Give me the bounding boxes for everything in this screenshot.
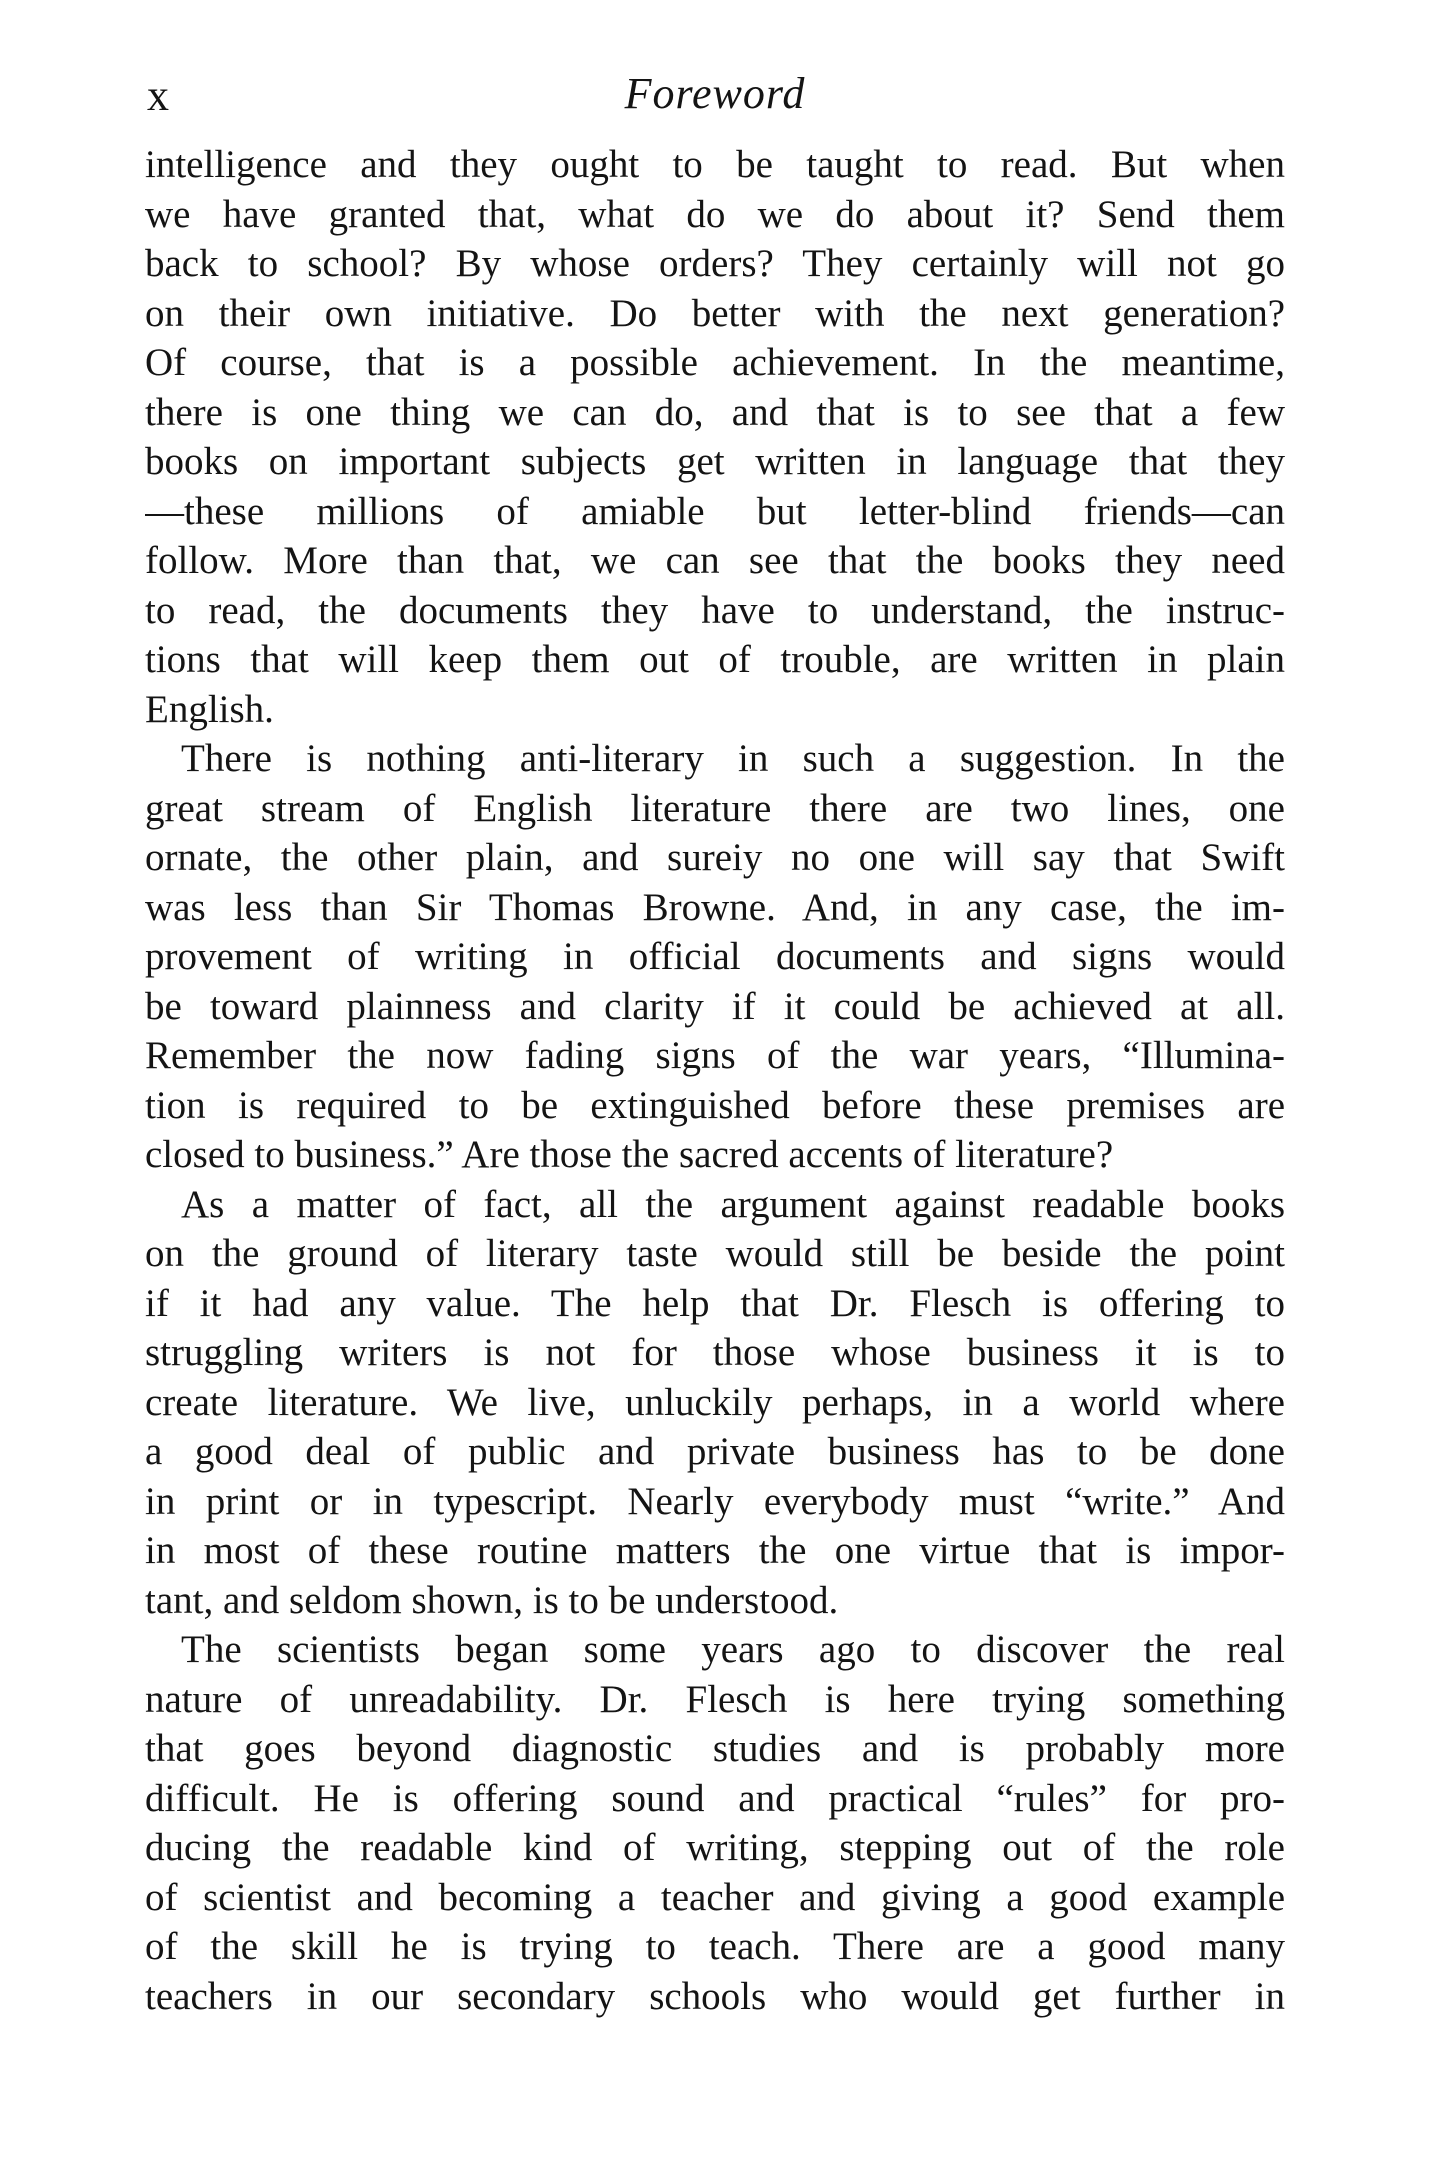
text-line: was less than Sir Thomas Browne. And, in any case, the im-	[145, 885, 1285, 929]
text-line: in most of these routine matters the one virtue that is impor-	[145, 1529, 1285, 1572]
text-line: on the ground of literary taste would still be beside the point	[145, 1232, 1285, 1275]
text-line: great stream of English literature there are two lines, one	[145, 786, 1285, 830]
paragraph	[145, 140, 1285, 734]
text-line: ducing the readable kind of writing, stepping out of the role	[145, 1826, 1285, 1869]
text-line: The scientists began some years ago to discover the real	[181, 1628, 1285, 1671]
paragraph	[145, 1625, 1285, 2021]
text-line: of scientist and becoming a teacher and giving a good example	[145, 1875, 1285, 1919]
paragraph	[145, 1180, 1285, 1626]
text-line: As a matter of fact, all the argument against readable books	[181, 1182, 1285, 1226]
text-line: to read, the documents they have to understand, the instruc-	[145, 588, 1285, 632]
text-line: there is one thing we can do, and that is to see that a few	[145, 390, 1285, 434]
text-line: be toward plainness and clarity if it could be achieved at all.	[145, 984, 1285, 1028]
text-line: difficult. He is offering sound and practical “rules” for pro-	[145, 1776, 1285, 1820]
paragraph	[145, 734, 1285, 1180]
text-line: provement of writing in official documents and signs would	[145, 935, 1285, 978]
page-number: x	[147, 71, 169, 120]
text-line: if it had any value. The help that Dr. Flesch is offering to	[145, 1281, 1285, 1325]
text-line: —these millions of amiable but letter-blind friends—can	[145, 489, 1285, 533]
text-line: English.	[145, 687, 274, 731]
text-line: teachers in our secondary schools who would get further in	[145, 1974, 1285, 2018]
text-line: in print or in typescript. Nearly everybody must “write.” And	[145, 1479, 1285, 1523]
text-line: nature of unreadability. Dr. Flesch is here trying something	[145, 1677, 1285, 1721]
text-line: a good deal of public and private business has to be done	[145, 1430, 1285, 1473]
text-line: books on important subjects get written in language that they	[145, 440, 1285, 483]
text-line: tant, and seldom shown, is to be understood.	[145, 1578, 839, 1622]
running-head	[145, 70, 1285, 130]
text-line: back to school? By whose orders? They certainly will not go	[145, 242, 1285, 285]
book-page	[145, 70, 1285, 2021]
text-line: we have granted that, what do we do about it? Send them	[145, 192, 1285, 236]
running-head-title: Foreword	[624, 69, 806, 118]
text-line: Of course, that is a possible achievement. In the meantime,	[145, 341, 1285, 384]
text-line: follow. More than that, we can see that the books they need	[145, 539, 1285, 582]
text-line: tions that will keep them out of trouble, are written in plain	[145, 638, 1285, 681]
text-line: tion is required to be extinguished before these premises are	[145, 1083, 1285, 1127]
text-line: on their own initiative. Do better with the next generation?	[145, 291, 1285, 335]
text-line: struggling writers is not for those whose business it is to	[145, 1331, 1285, 1374]
text-line: intelligence and they ought to be taught to read. But when	[145, 143, 1285, 186]
text-line: of the skill he is trying to teach. There are a good many	[145, 1925, 1285, 1968]
body-text	[145, 140, 1285, 2021]
text-line: create literature. We live, unluckily perhaps, in a world where	[145, 1380, 1285, 1424]
text-line: closed to business.” Are those the sacred accents of literature?	[145, 1133, 1114, 1176]
text-line: ornate, the other plain, and sureiy no one will say that Swift	[145, 836, 1285, 879]
text-line: Remember the now fading signs of the war years, “Illumina-	[145, 1034, 1285, 1077]
text-line: There is nothing anti-literary in such a suggestion. In the	[181, 737, 1285, 780]
text-line: that goes beyond diagnostic studies and is probably more	[145, 1727, 1285, 1770]
